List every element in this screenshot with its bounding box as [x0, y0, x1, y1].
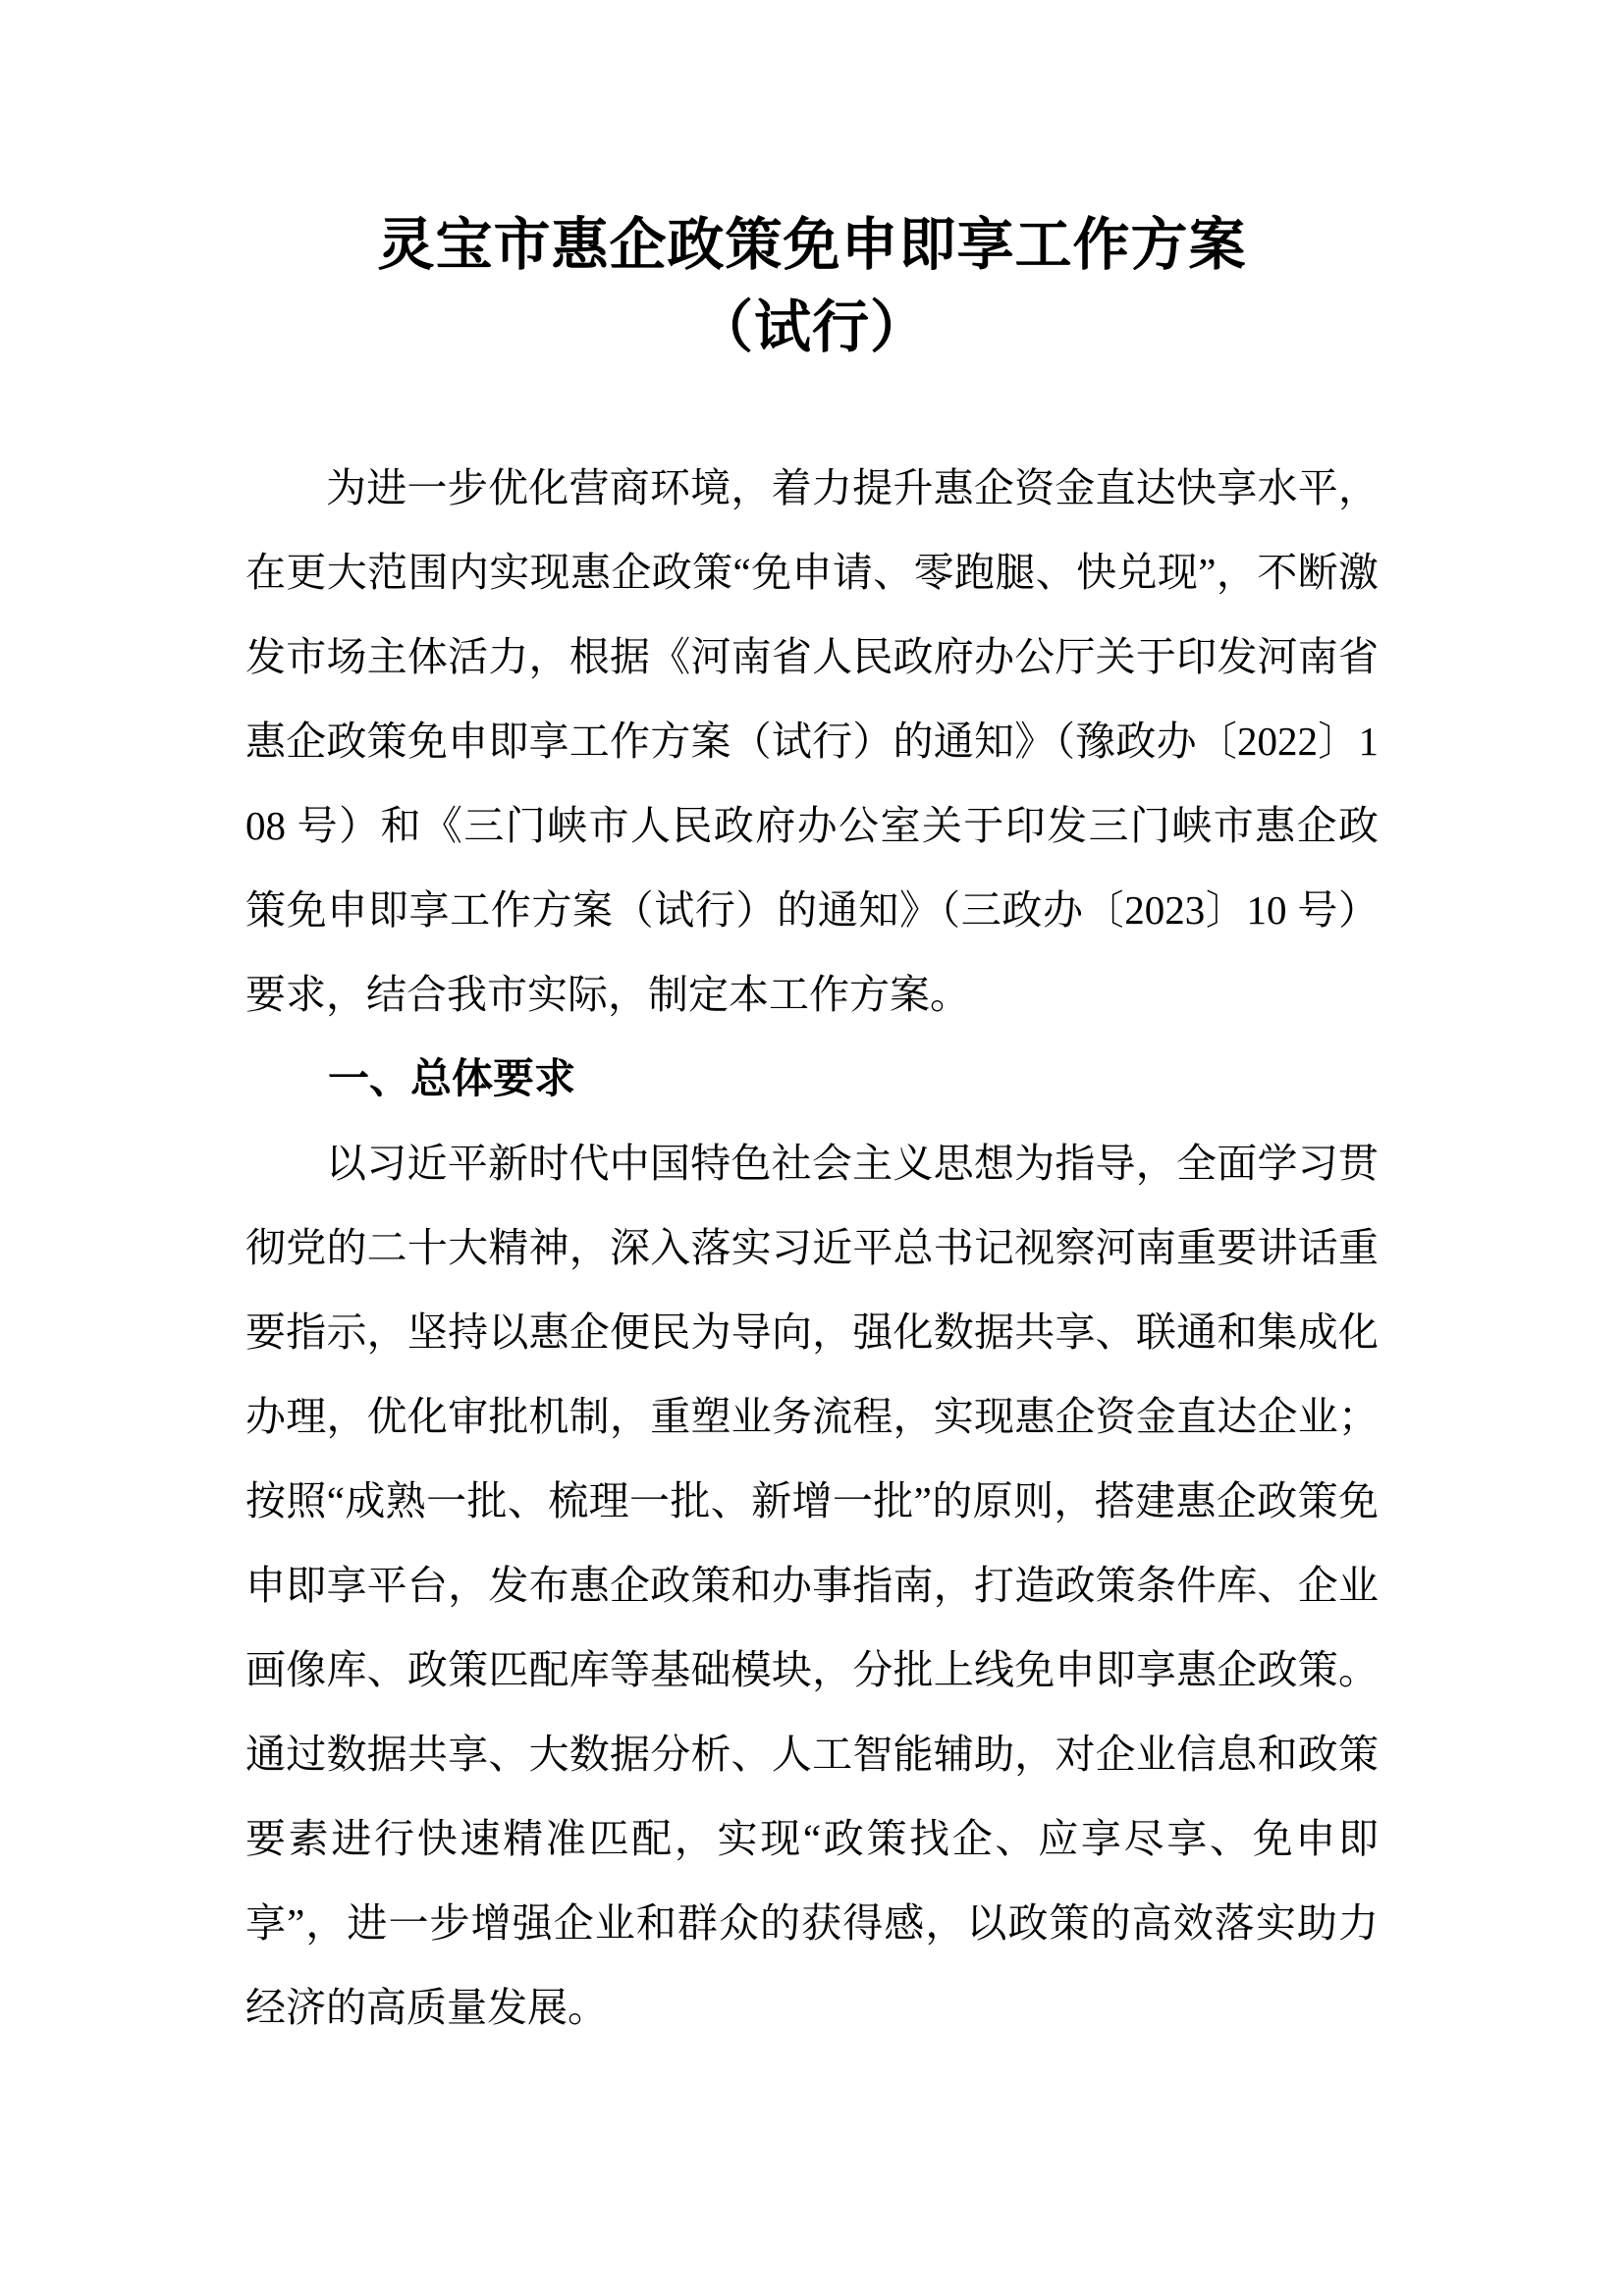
document-title-line1: 灵宝市惠企政策免申即享工作方案	[377, 213, 1247, 277]
section-body-paragraph: 以习近平新时代中国特色社会主义思想为指导，全面学习贯彻党的二十大精神，深入落实习近平总书记视察河南重要讲话重要指示，坚持以惠企便民为导向，强化数据共享、联通和集成化办理，优化审批机制，重塑业务流程，实现惠企资金直达企业；按照“成熟一批、梳理一批、新增一批”的原则，搭建惠企政策免申即享平台，发布惠企政策和办事指南，打造政策条件库、企业画像库、政策匹配库等基础模块，分批上线免申即享惠企政策。通过数据共享、大数据分析、人工智能辅助，对企业信息和政策要素进行快速精准匹配，实现“政策找企、应享尽享、免申即享”，进一步增强企业和群众的获得感，以政策的高效落实助力经济的高质量发展。	[245, 1141, 1379, 2030]
document-title-line2: （试行）	[695, 295, 928, 359]
section-heading-overall-requirements: 一、总体要求	[328, 1055, 576, 1101]
intro-paragraph: 为进一步优化营商环境，着力提升惠企资金直达快享水平，在更大范围内实现惠企政策“免申请、零跑腿、快兑现”，不断激发市场主体活力，根据《河南省人民政府办公厅关于印发河南省惠企政策免申即享工作方案（试行）的通知》（豫政办〔2022〕108 号）和《三门峡市人民政府办公室关于印发三门峡市惠企政策免申即享工作方案（试行）的通知》（三政办〔2023〕10 号）要求，结合我市实际，制定本工作方案。	[245, 465, 1379, 1017]
document-title	[245, 204, 1379, 369]
